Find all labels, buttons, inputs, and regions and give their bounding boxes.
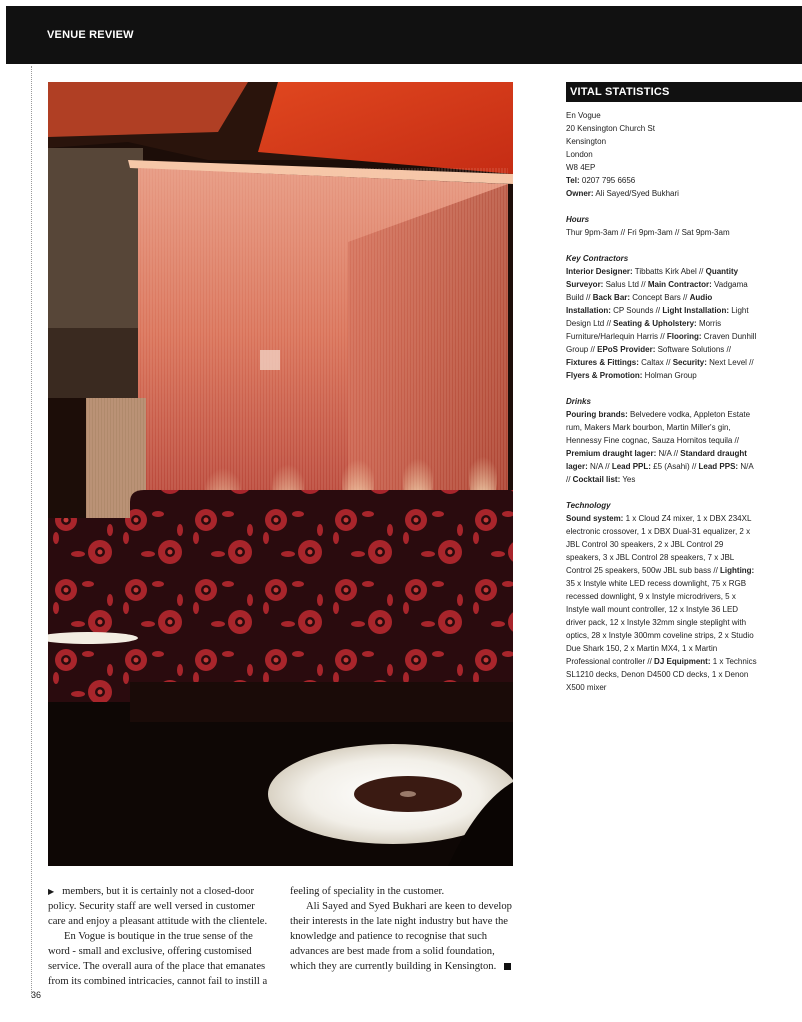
technology-label: Lighting:: [720, 566, 755, 575]
article-text: Ali Sayed and Syed Bukhari are keen to develop their interests in the late night industry but have the knowledge and patience to recognise that such advances are best made from a solid foundation, which they are currently building in Kensington.: [290, 901, 512, 972]
article-paragraph: [290, 899, 512, 974]
technology-value: 1 x Technics SL1210 decks, Denon D4500 CD decks, 1 x Denon X500 mixer: [566, 657, 757, 692]
drinks-value: N/A //: [587, 462, 612, 471]
article-paragraph: [48, 884, 270, 929]
contractor-label: Security:: [672, 358, 707, 367]
contractor-label: Audio Installation:: [566, 293, 713, 315]
vital-statistics-panel: [566, 82, 802, 694]
drinks-label: Cocktail list:: [572, 475, 621, 484]
contractor-label: Flooring:: [666, 332, 702, 341]
key-contractors-text: [566, 265, 758, 382]
drinks-value: Belvedere vodka, Appleton Estate rum, Makers Mark bourbon, Martin Miller's gin, Hennessy Fine cognac, Sauza Hornitos tequila //: [566, 410, 751, 445]
drinks-heading: Drinks: [566, 397, 591, 406]
technology-heading: Technology: [566, 501, 611, 510]
address-line: Kensington: [566, 137, 607, 146]
article-column-2: [290, 884, 512, 974]
section-label: VENUE REVIEW: [47, 29, 134, 41]
contractor-value: Morris Furniture/Harlequin Harris //: [566, 319, 722, 341]
technology-value: 35 x Instyle white LED recess downlight, 75 x RGB recessed downlight, 9 x Instyle microdrivers, 5 x Instyle wall mount controller, 12 x Instyle 36 LED driver pack, 12 x Instyle 32mm single steplight with optics, 28 x Instyle 300mm coveline strips, 2 x Studio Due Shark 150, 2 x Martin MX4, 1 x Martin Professional controller //: [566, 579, 754, 666]
drinks-value: N/A //: [566, 462, 754, 484]
margin-rule: [31, 66, 32, 996]
tel-label: Tel:: [566, 176, 580, 185]
address-line: 20 Kensington Church St: [566, 124, 655, 133]
contractor-value: Light Design Ltd //: [566, 306, 749, 328]
telephone-line: [566, 174, 758, 187]
contractor-label: Seating & Upholstery:: [613, 319, 697, 328]
contractor-value: Concept Bars //: [630, 293, 690, 302]
contractor-value: Salus Ltd //: [603, 280, 648, 289]
hours-heading: Hours: [566, 215, 590, 224]
technology-value: 1 x Cloud Z4 mixer, 1 x DBX 234XL electronic crossover, 1 x DBX Dual-31 equalizer, 2 x JBL Control 30 speakers, 2 x JBL Control 29 speakers, 3 x JBL Control 28 speakers, 7 x JBL Control 25 speakers, 500w JBL sub bass //: [566, 514, 752, 575]
key-contractors-heading: Key Contractors: [566, 254, 629, 263]
vital-statistics-body: [566, 109, 758, 694]
contractor-label: EPoS Provider:: [597, 345, 656, 354]
contractor-value: Software Solutions //: [655, 345, 731, 354]
contractor-label: Quantity Surveyor:: [566, 267, 739, 289]
end-square-icon: [504, 963, 511, 970]
vital-statistics-title-bar: [566, 82, 802, 102]
drinks-label: Standard draught lager:: [566, 449, 747, 471]
drinks-label: Lead PPS:: [698, 462, 739, 471]
address-line: London: [566, 150, 593, 159]
owner-line: [566, 187, 758, 200]
contractor-label: Main Contractor:: [647, 280, 712, 289]
drinks-label: Pouring brands:: [566, 410, 628, 419]
drinks-value: N/A //: [656, 449, 681, 458]
owner-label: Owner:: [566, 189, 594, 198]
contractor-label: Flyers & Promotion:: [566, 371, 643, 380]
contractor-value: CP Sounds //: [610, 306, 663, 315]
article-text: members, but it is certainly not a closed-door policy. Security staff are well versed in customer care and enjoy a pleasant attitude with the clientele.: [48, 886, 268, 927]
contractor-value: Tibbatts Kirk Abel //: [632, 267, 706, 276]
drinks-value: £5 (Asahi) //: [650, 462, 699, 471]
address-line: En Vogue: [566, 111, 601, 120]
owner-value: Ali Sayed/Syed Bukhari: [593, 189, 679, 198]
hours-text: Thur 9pm-3am // Fri 9pm-3am // Sat 9pm-3am: [566, 228, 730, 237]
technology-text: [566, 512, 758, 694]
venue-photo: [48, 82, 513, 866]
play-arrow-icon: ▶: [48, 887, 55, 896]
contractor-label: Back Bar:: [592, 293, 631, 302]
contractor-label: Fixtures & Fittings:: [566, 358, 639, 367]
drinks-label: Premium draught lager:: [566, 449, 657, 458]
article-paragraph: En Vogue is boutique in the true sense of the word - small and exclusive, offering customised service. The overall aura of the place that emanates from its combined intricacies, cannot fail to instill a: [48, 931, 268, 987]
page-number: 36: [31, 990, 42, 1000]
address-line: W8 4EP: [566, 163, 596, 172]
contractor-value: Caltax //: [638, 358, 673, 367]
drinks-value: Yes: [620, 475, 636, 484]
technology-label: Sound system:: [566, 514, 624, 523]
contractor-value: Next Level //: [706, 358, 754, 367]
contractor-value: Holman Group: [642, 371, 697, 380]
contractor-label: Light Installation:: [662, 306, 729, 315]
vital-statistics-title: VITAL STATISTICS: [570, 86, 670, 98]
article-paragraph: feeling of speciality in the customer.: [290, 886, 445, 897]
drinks-text: [566, 408, 758, 486]
contractor-value: Vadgama Build //: [566, 280, 748, 302]
address-block: [566, 109, 758, 200]
tel-value: 0207 795 6656: [579, 176, 636, 185]
contractor-label: Interior Designer:: [566, 267, 633, 276]
technology-label: DJ Equipment:: [654, 657, 711, 666]
drinks-label: Lead PPL:: [611, 462, 651, 471]
article-column-1: [48, 884, 270, 989]
contractor-value: Craven Dunhill Group //: [566, 332, 757, 354]
